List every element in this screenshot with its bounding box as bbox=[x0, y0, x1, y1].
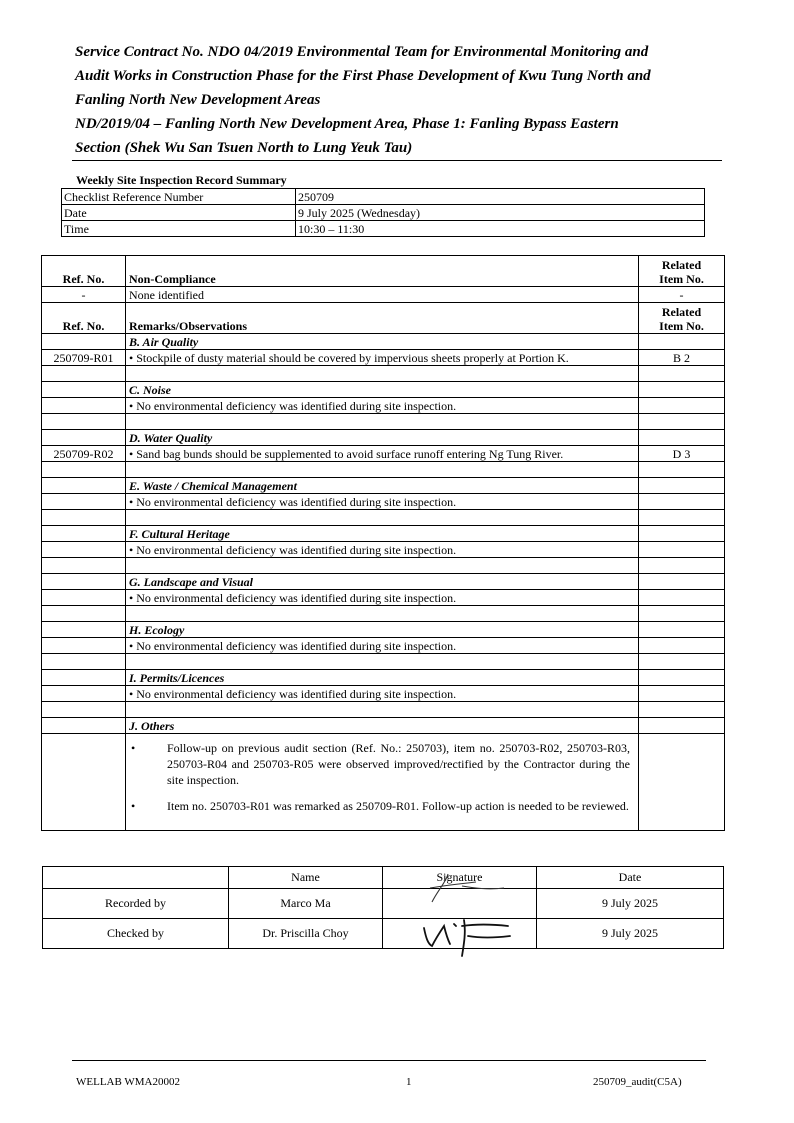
table-header-row bbox=[42, 303, 725, 334]
blank-header bbox=[43, 867, 229, 889]
blank-row bbox=[42, 606, 725, 622]
header-line-2: Audit Works in Construction Phase for the First Phase Development of Kwu Tung North and bbox=[75, 68, 651, 84]
inspection-table bbox=[41, 255, 725, 831]
section-title-row bbox=[42, 718, 725, 734]
empty-cell bbox=[42, 366, 126, 382]
empty-cell bbox=[42, 606, 126, 622]
section-title: B. Air Quality bbox=[126, 334, 639, 350]
ref-header: Ref. No. bbox=[42, 256, 126, 287]
related-cell bbox=[639, 430, 725, 446]
others-row bbox=[42, 734, 725, 831]
summary-value: 250709 bbox=[296, 189, 705, 205]
empty-cell bbox=[639, 462, 725, 478]
ref-cell bbox=[42, 622, 126, 638]
date-cell: 9 July 2025 bbox=[537, 889, 724, 919]
signature-marco-ma bbox=[418, 868, 518, 908]
section-title-row bbox=[42, 382, 725, 398]
summary-label: Time bbox=[62, 221, 296, 237]
remark-cell: • No environmental deficiency was identified during site inspection. bbox=[126, 494, 639, 510]
empty-cell bbox=[126, 462, 639, 478]
blank-row bbox=[42, 654, 725, 670]
signoff-table bbox=[42, 866, 724, 949]
ref-cell bbox=[42, 382, 126, 398]
ref-cell bbox=[42, 638, 126, 654]
empty-cell bbox=[42, 510, 126, 526]
related-header-line-1: Related bbox=[661, 258, 702, 272]
bullet: • bbox=[131, 741, 136, 755]
related-cell: D 3 bbox=[639, 446, 725, 462]
empty-cell bbox=[639, 510, 725, 526]
related-cell bbox=[639, 686, 725, 702]
blank-row bbox=[42, 558, 725, 574]
signature-priscilla-choy bbox=[418, 914, 518, 960]
empty-cell bbox=[639, 606, 725, 622]
date-cell: 9 July 2025 bbox=[537, 919, 724, 949]
remark-cell: • No environmental deficiency was identified during site inspection. bbox=[126, 638, 639, 654]
header-line-1: Service Contract No. NDO 04/2019 Environmental Team for Environmental Monitoring and bbox=[75, 44, 649, 60]
remark-cell: • No environmental deficiency was identified during site inspection. bbox=[126, 590, 639, 606]
empty-cell bbox=[639, 702, 725, 718]
empty-cell bbox=[126, 558, 639, 574]
summary-label: Date bbox=[62, 205, 296, 221]
footer-divider bbox=[72, 1060, 706, 1061]
table-row bbox=[43, 919, 724, 949]
summary-label: Checklist Reference Number bbox=[62, 189, 296, 205]
list-item bbox=[129, 740, 630, 788]
header-divider bbox=[72, 160, 722, 161]
remark-cell: • Stockpile of dusty material should be covered by impervious sheets properly at Portion K. bbox=[126, 350, 639, 366]
section-title-row bbox=[42, 478, 725, 494]
related-cell bbox=[639, 382, 725, 398]
empty-cell bbox=[126, 606, 639, 622]
section-title: E. Waste / Chemical Management bbox=[126, 478, 639, 494]
related-header-line-1: Related bbox=[661, 305, 702, 319]
empty-cell bbox=[42, 462, 126, 478]
empty-cell bbox=[639, 366, 725, 382]
others-cell bbox=[126, 734, 639, 831]
ref-cell: 250709-R02 bbox=[42, 446, 126, 462]
related-cell bbox=[639, 526, 725, 542]
table-row bbox=[62, 221, 705, 237]
empty-cell bbox=[42, 702, 126, 718]
section-title-row bbox=[42, 574, 725, 590]
related-cell bbox=[639, 574, 725, 590]
table-row bbox=[62, 189, 705, 205]
footer-right: 250709_audit(C5A) bbox=[593, 1076, 682, 1088]
ref-cell bbox=[42, 734, 126, 831]
related-header bbox=[639, 303, 725, 334]
list-item bbox=[129, 798, 630, 814]
section-title: H. Ecology bbox=[126, 622, 639, 638]
table-row bbox=[42, 542, 725, 558]
section-title: J. Others bbox=[126, 718, 639, 734]
ref-cell bbox=[42, 430, 126, 446]
related-cell bbox=[639, 622, 725, 638]
blank-row bbox=[42, 702, 725, 718]
table-row bbox=[42, 287, 725, 303]
ref-cell bbox=[42, 590, 126, 606]
section-title-row bbox=[42, 334, 725, 350]
ref-cell bbox=[42, 686, 126, 702]
blank-row bbox=[42, 414, 725, 430]
related-cell bbox=[639, 734, 725, 831]
ref-cell bbox=[42, 398, 126, 414]
related-cell: - bbox=[639, 287, 725, 303]
related-cell bbox=[639, 398, 725, 414]
name-header: Name bbox=[229, 867, 383, 889]
header-line-3: Fanling North New Development Areas bbox=[75, 92, 321, 108]
summary-value: 10:30 – 11:30 bbox=[296, 221, 705, 237]
empty-cell bbox=[126, 654, 639, 670]
others-text: Follow-up on previous audit section (Ref. No.: 250703), item no. 250703-R02, 250703-R03, 250703-R04 and 250703-R05 were observed improved/rectified by the Contractor during the site inspection. bbox=[167, 741, 630, 787]
ref-cell bbox=[42, 542, 126, 558]
ref-cell bbox=[42, 574, 126, 590]
date-header: Date bbox=[537, 867, 724, 889]
empty-cell bbox=[639, 414, 725, 430]
page-number: 1 bbox=[406, 1076, 412, 1088]
remark-cell: • No environmental deficiency was identified during site inspection. bbox=[126, 686, 639, 702]
related-header-line-2: Item No. bbox=[659, 319, 704, 333]
section-title: F. Cultural Heritage bbox=[126, 526, 639, 542]
blank-row bbox=[42, 462, 725, 478]
header-line-5: Section (Shek Wu San Tsuen North to Lung Yeuk Tau) bbox=[75, 140, 413, 156]
bullet: • bbox=[131, 799, 136, 813]
section-title-row bbox=[42, 430, 725, 446]
footer-left: WELLAB WMA20002 bbox=[76, 1076, 180, 1088]
remarks-header: Remarks/Observations bbox=[126, 303, 639, 334]
related-cell bbox=[639, 670, 725, 686]
ref-cell bbox=[42, 526, 126, 542]
table-header-row bbox=[43, 867, 724, 889]
summary-value: 9 July 2025 (Wednesday) bbox=[296, 205, 705, 221]
empty-cell bbox=[639, 558, 725, 574]
related-cell bbox=[639, 494, 725, 510]
related-header-line-2: Item No. bbox=[659, 272, 704, 286]
section-title-row bbox=[42, 526, 725, 542]
related-cell bbox=[639, 542, 725, 558]
ref-cell bbox=[42, 478, 126, 494]
section-title: G. Landscape and Visual bbox=[126, 574, 639, 590]
blank-row bbox=[42, 366, 725, 382]
ref-cell bbox=[42, 494, 126, 510]
empty-cell bbox=[639, 654, 725, 670]
ref-cell: - bbox=[42, 287, 126, 303]
section-title-row bbox=[42, 622, 725, 638]
table-row bbox=[42, 638, 725, 654]
blank-row bbox=[42, 510, 725, 526]
ref-cell bbox=[42, 334, 126, 350]
table-row bbox=[42, 350, 725, 366]
header-line-4: ND/2019/04 – Fanling North New Development Area, Phase 1: Fanling Bypass Eastern bbox=[75, 116, 619, 132]
table-row bbox=[42, 398, 725, 414]
non-compliance-cell: None identified bbox=[126, 287, 639, 303]
table-row bbox=[43, 889, 724, 919]
ref-header: Ref. No. bbox=[42, 303, 126, 334]
name-cell: Dr. Priscilla Choy bbox=[229, 919, 383, 949]
summary-table bbox=[61, 188, 705, 237]
role-cell: Checked by bbox=[43, 919, 229, 949]
ref-cell bbox=[42, 718, 126, 734]
table-row bbox=[42, 686, 725, 702]
empty-cell bbox=[126, 510, 639, 526]
non-compliance-header: Non-Compliance bbox=[126, 256, 639, 287]
remark-cell: • No environmental deficiency was identified during site inspection. bbox=[126, 542, 639, 558]
empty-cell bbox=[126, 702, 639, 718]
related-cell bbox=[639, 590, 725, 606]
document-header bbox=[75, 40, 715, 160]
related-cell bbox=[639, 638, 725, 654]
table-row bbox=[42, 590, 725, 606]
others-text: Item no. 250703-R01 was remarked as 250709-R01. Follow-up action is needed to be reviewed. bbox=[167, 799, 629, 813]
section-title: D. Water Quality bbox=[126, 430, 639, 446]
table-row bbox=[62, 205, 705, 221]
section-title: I. Permits/Licences bbox=[126, 670, 639, 686]
empty-cell bbox=[126, 366, 639, 382]
empty-cell bbox=[42, 654, 126, 670]
table-row bbox=[42, 446, 725, 462]
signature-header: Signature bbox=[383, 867, 537, 889]
empty-cell bbox=[42, 414, 126, 430]
table-row bbox=[42, 494, 725, 510]
section-title-row bbox=[42, 670, 725, 686]
related-cell: B 2 bbox=[639, 350, 725, 366]
empty-cell bbox=[126, 414, 639, 430]
remark-cell: • No environmental deficiency was identified during site inspection. bbox=[126, 398, 639, 414]
related-header bbox=[639, 256, 725, 287]
table-header-row bbox=[42, 256, 725, 287]
related-cell bbox=[639, 478, 725, 494]
remark-cell: • Sand bag bunds should be supplemented to avoid surface runoff entering Ng Tung River. bbox=[126, 446, 639, 462]
related-cell bbox=[639, 334, 725, 350]
summary-title: Weekly Site Inspection Record Summary bbox=[76, 173, 287, 187]
section-title: C. Noise bbox=[126, 382, 639, 398]
name-cell: Marco Ma bbox=[229, 889, 383, 919]
ref-cell: 250709-R01 bbox=[42, 350, 126, 366]
related-cell bbox=[639, 718, 725, 734]
role-cell: Recorded by bbox=[43, 889, 229, 919]
empty-cell bbox=[42, 558, 126, 574]
ref-cell bbox=[42, 670, 126, 686]
